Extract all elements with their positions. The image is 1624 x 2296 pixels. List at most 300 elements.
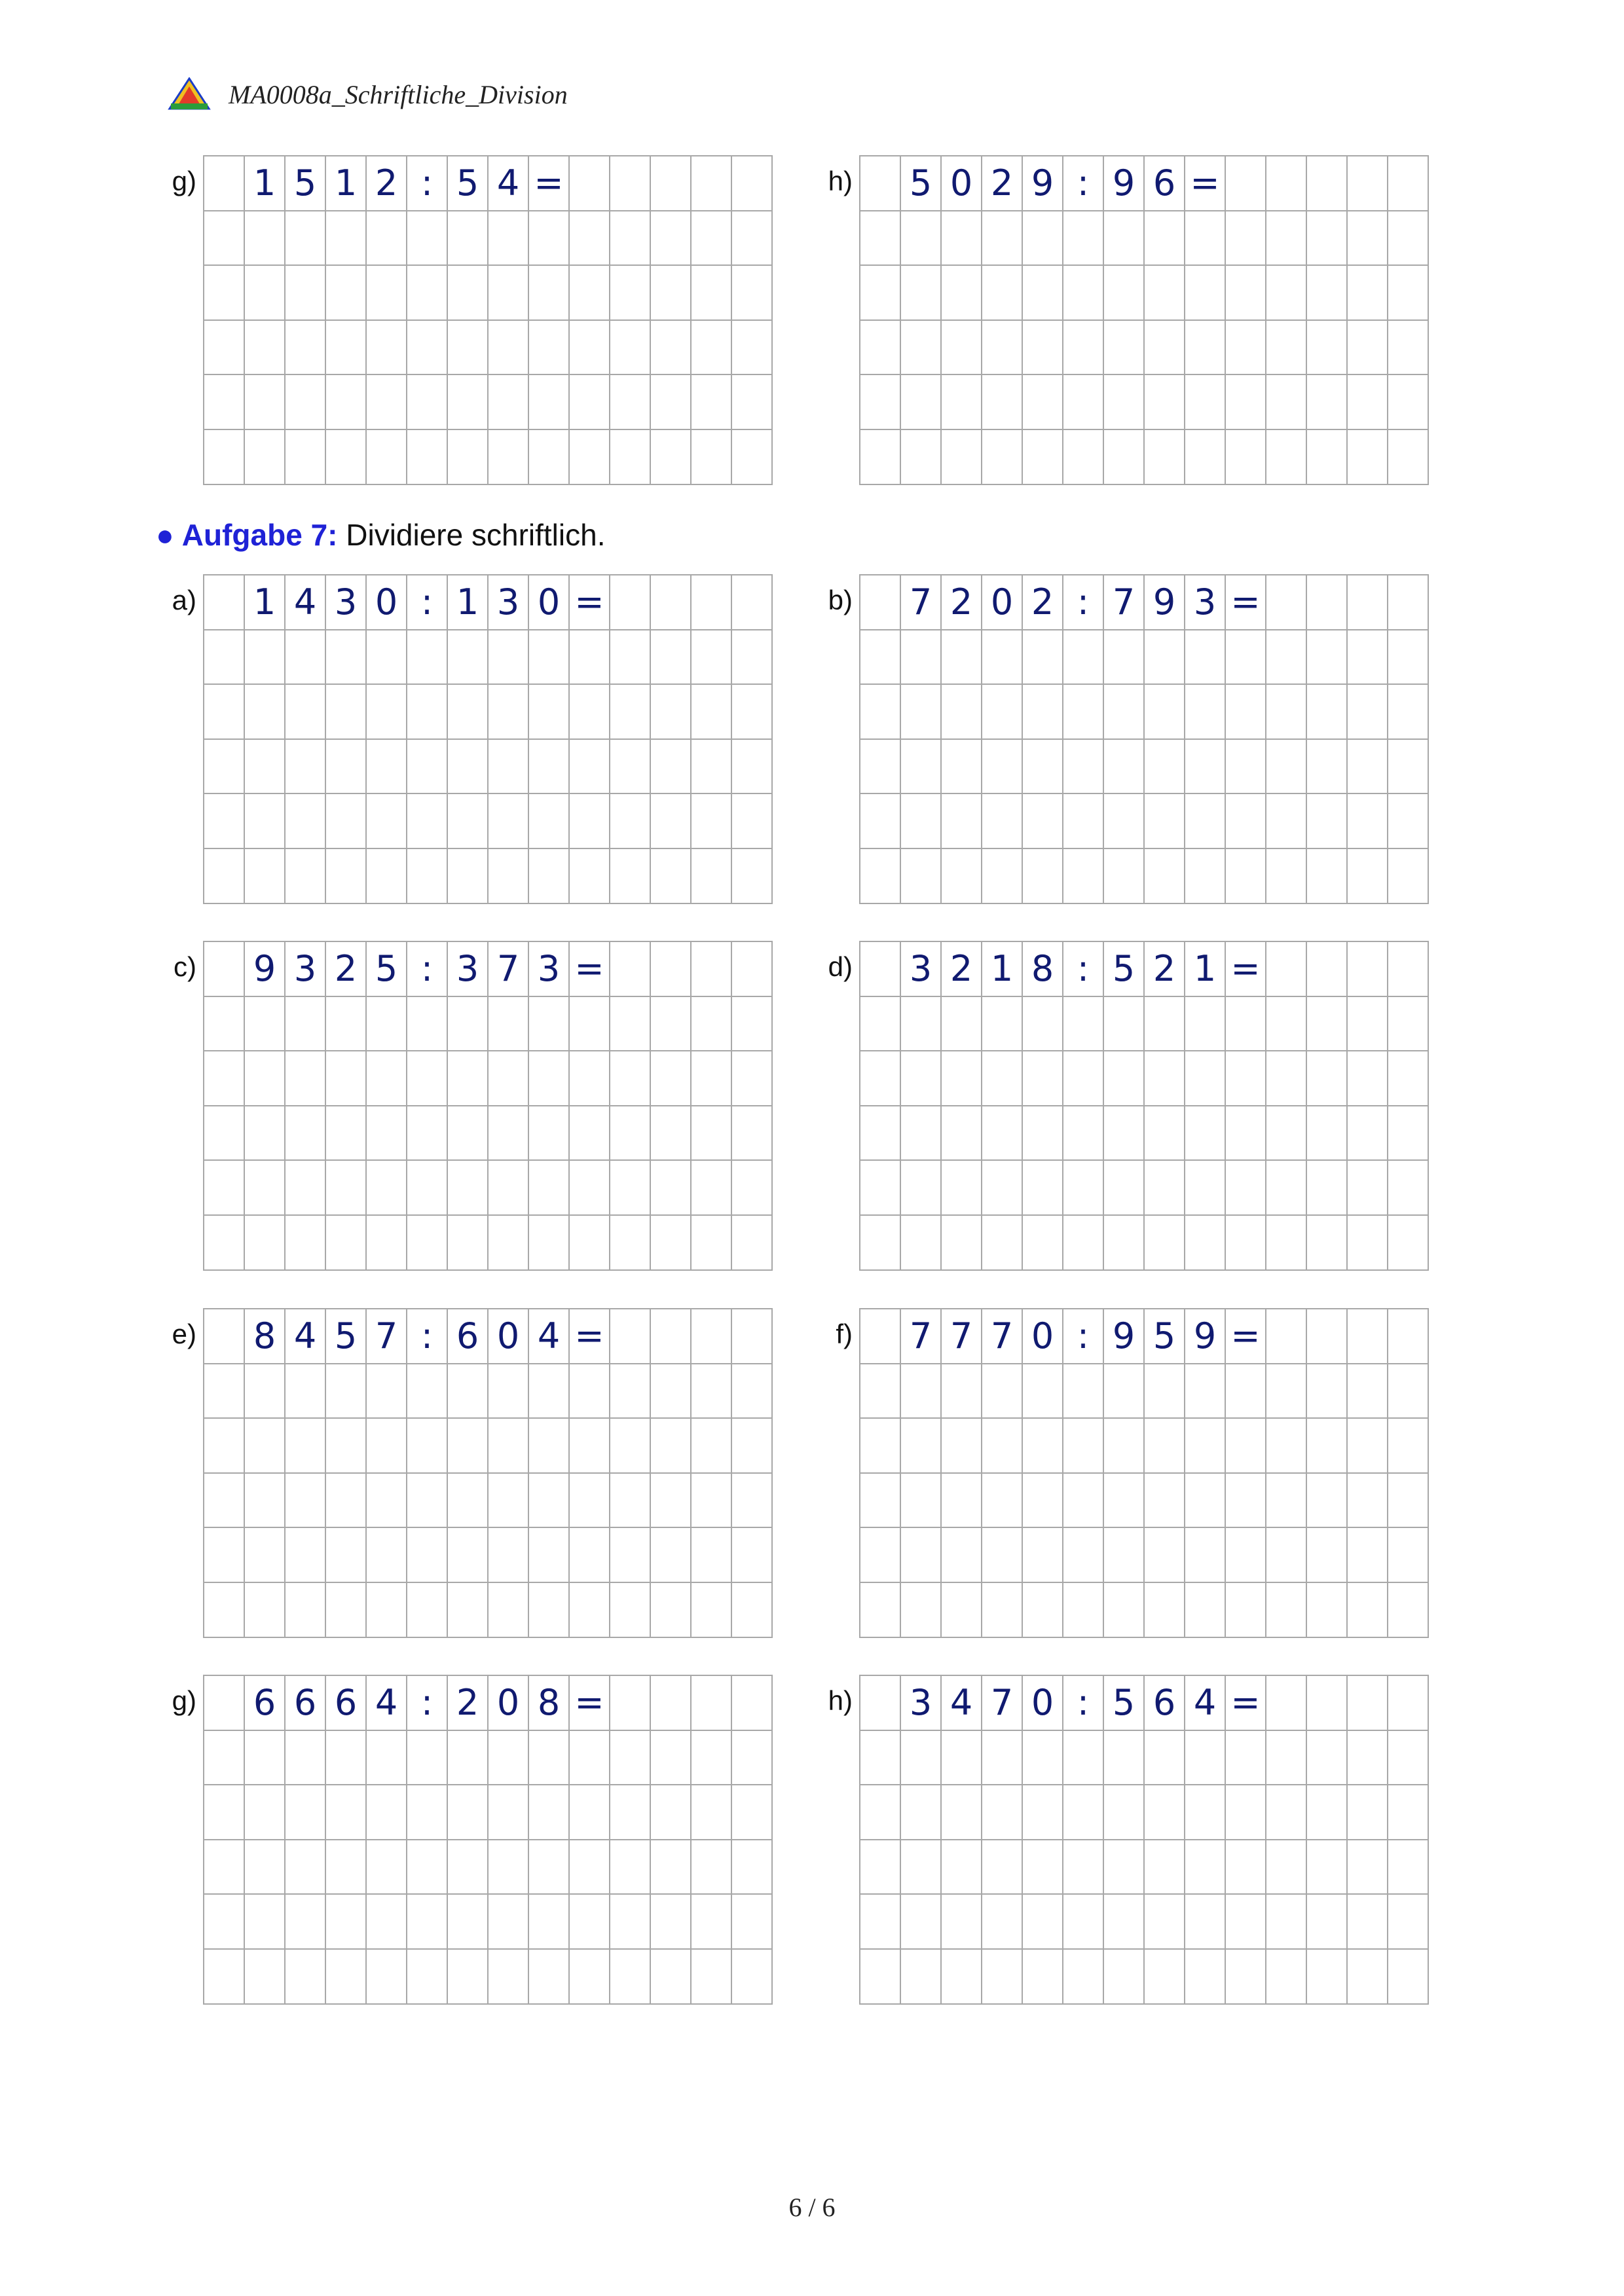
grid-cell[interactable] (1226, 1895, 1266, 1950)
grid-cell[interactable] (1266, 430, 1307, 485)
grid-cell[interactable] (1185, 1161, 1226, 1216)
grid-cell[interactable] (529, 1895, 570, 1950)
grid-cell[interactable] (1266, 1106, 1307, 1161)
grid-cell[interactable] (610, 1216, 651, 1271)
grid-cell[interactable] (1388, 1309, 1429, 1364)
grid-cell[interactable] (982, 1474, 1023, 1529)
problem-char[interactable]: 3 (326, 575, 367, 630)
grid-cell[interactable] (1023, 1785, 1063, 1840)
grid-cell[interactable] (982, 794, 1023, 849)
grid-cell[interactable] (1307, 1364, 1348, 1419)
grid-cell[interactable] (326, 1583, 367, 1638)
grid-cell[interactable] (901, 1731, 942, 1786)
grid-cell[interactable] (692, 1161, 732, 1216)
grid-cell[interactable] (860, 1950, 901, 2005)
grid-cell[interactable] (901, 211, 942, 266)
grid-cell[interactable] (489, 321, 529, 376)
grid-cell[interactable] (1145, 1161, 1185, 1216)
grid-cell[interactable] (901, 1106, 942, 1161)
grid-cell[interactable] (982, 1950, 1023, 2005)
grid-cell[interactable] (204, 1528, 245, 1583)
grid-cell[interactable] (732, 1785, 773, 1840)
grid-cell[interactable] (1145, 266, 1185, 321)
grid-cell[interactable] (570, 1840, 610, 1895)
grid-cell[interactable] (326, 794, 367, 849)
problem-char[interactable]: = (1226, 1676, 1266, 1731)
grid-cell[interactable] (1307, 321, 1348, 376)
grid-cell[interactable] (529, 997, 570, 1052)
grid-cell[interactable] (489, 1216, 529, 1271)
grid-cell[interactable] (1063, 1474, 1104, 1529)
grid-cell[interactable] (901, 630, 942, 685)
grid-cell[interactable] (1104, 321, 1145, 376)
grid-cell[interactable] (1185, 211, 1226, 266)
grid-cell[interactable] (901, 1785, 942, 1840)
grid-cell[interactable] (367, 1895, 407, 1950)
grid-cell[interactable] (1348, 1895, 1388, 1950)
grid-cell[interactable] (860, 321, 901, 376)
grid-cell[interactable] (1226, 1161, 1266, 1216)
grid-cell[interactable] (1388, 430, 1429, 485)
grid-cell[interactable] (326, 997, 367, 1052)
grid-cell[interactable] (1063, 1216, 1104, 1271)
grid-cell[interactable] (570, 1364, 610, 1419)
grid-cell[interactable] (732, 1583, 773, 1638)
grid-cell[interactable] (529, 1474, 570, 1529)
grid-cell[interactable] (1307, 1528, 1348, 1583)
problem-char[interactable]: 2 (448, 1676, 489, 1731)
grid-cell[interactable] (1145, 211, 1185, 266)
grid-cell[interactable] (1307, 1216, 1348, 1271)
grid-cell[interactable] (204, 1840, 245, 1895)
grid-cell[interactable] (942, 685, 982, 740)
grid-cell[interactable] (570, 266, 610, 321)
grid-cell[interactable] (1226, 430, 1266, 485)
grid-cell[interactable] (732, 375, 773, 430)
grid-cell[interactable] (1185, 740, 1226, 795)
grid-cell[interactable] (901, 1364, 942, 1419)
grid-cell[interactable] (982, 685, 1023, 740)
grid-cell[interactable] (407, 1216, 448, 1271)
grid-cell[interactable] (367, 211, 407, 266)
grid-cell[interactable] (448, 375, 489, 430)
grid-cell[interactable] (651, 630, 692, 685)
grid-cell[interactable] (570, 1528, 610, 1583)
grid-cell[interactable] (982, 321, 1023, 376)
grid-cell[interactable] (407, 997, 448, 1052)
grid-cell[interactable] (860, 1106, 901, 1161)
grid-cell[interactable] (692, 740, 732, 795)
grid-cell[interactable] (1307, 740, 1348, 795)
grid-cell[interactable] (1145, 1106, 1185, 1161)
grid-cell[interactable] (407, 1528, 448, 1583)
grid-cell[interactable] (204, 1106, 245, 1161)
grid-cell[interactable] (692, 1364, 732, 1419)
problem-char[interactable]: 9 (1023, 156, 1063, 211)
grid-cell[interactable] (204, 849, 245, 904)
grid-cell[interactable] (732, 1895, 773, 1950)
grid-cell[interactable] (732, 430, 773, 485)
grid-cell[interactable] (860, 156, 901, 211)
grid-cell[interactable] (367, 266, 407, 321)
grid-cell[interactable] (1226, 321, 1266, 376)
grid-cell[interactable] (942, 740, 982, 795)
problem-char[interactable]: 7 (942, 1309, 982, 1364)
problem-char[interactable]: 7 (982, 1676, 1023, 1731)
grid-cell[interactable] (1145, 997, 1185, 1052)
grid-cell[interactable] (860, 266, 901, 321)
grid-cell[interactable] (651, 685, 692, 740)
grid-cell[interactable] (1388, 630, 1429, 685)
grid-cell[interactable] (570, 1583, 610, 1638)
grid-cell[interactable] (610, 430, 651, 485)
grid-cell[interactable] (1185, 1528, 1226, 1583)
grid-cell[interactable] (1348, 1309, 1388, 1364)
grid-cell[interactable] (204, 1785, 245, 1840)
grid-cell[interactable] (407, 849, 448, 904)
division-grid[interactable] (203, 1308, 773, 1638)
grid-cell[interactable] (1023, 1216, 1063, 1271)
grid-cell[interactable] (732, 1840, 773, 1895)
grid-cell[interactable] (286, 1364, 326, 1419)
grid-cell[interactable] (448, 211, 489, 266)
grid-cell[interactable] (489, 266, 529, 321)
grid-cell[interactable] (1388, 1216, 1429, 1271)
grid-cell[interactable] (1348, 1106, 1388, 1161)
grid-cell[interactable] (204, 1309, 245, 1364)
grid-cell[interactable] (286, 740, 326, 795)
grid-cell[interactable] (570, 1161, 610, 1216)
grid-cell[interactable] (1266, 266, 1307, 321)
grid-cell[interactable] (651, 1840, 692, 1895)
grid-cell[interactable] (651, 1731, 692, 1786)
grid-cell[interactable] (1226, 1528, 1266, 1583)
grid-cell[interactable] (204, 1216, 245, 1271)
grid-cell[interactable] (982, 1161, 1023, 1216)
grid-cell[interactable] (1388, 942, 1429, 997)
grid-cell[interactable] (1226, 1731, 1266, 1786)
grid-cell[interactable] (1063, 430, 1104, 485)
problem-char[interactable]: 5 (367, 942, 407, 997)
grid-cell[interactable] (570, 211, 610, 266)
problem-char[interactable]: 1 (982, 942, 1023, 997)
grid-cell[interactable] (1388, 1840, 1429, 1895)
grid-cell[interactable] (1063, 1583, 1104, 1638)
grid-cell[interactable] (982, 1106, 1023, 1161)
grid-cell[interactable] (367, 1583, 407, 1638)
grid-cell[interactable] (1226, 630, 1266, 685)
grid-cell[interactable] (286, 1474, 326, 1529)
grid-cell[interactable] (942, 266, 982, 321)
grid-cell[interactable] (286, 1583, 326, 1638)
problem-char[interactable]: 0 (1023, 1309, 1063, 1364)
grid-cell[interactable] (570, 1051, 610, 1106)
grid-cell[interactable] (1266, 1309, 1307, 1364)
grid-cell[interactable] (1266, 794, 1307, 849)
grid-cell[interactable] (1145, 1950, 1185, 2005)
grid-cell[interactable] (448, 1785, 489, 1840)
problem-char[interactable]: 2 (1023, 575, 1063, 630)
grid-cell[interactable] (1023, 1731, 1063, 1786)
grid-cell[interactable] (570, 321, 610, 376)
problem-char[interactable]: : (1063, 156, 1104, 211)
grid-cell[interactable] (367, 375, 407, 430)
grid-cell[interactable] (651, 430, 692, 485)
grid-cell[interactable] (1023, 211, 1063, 266)
grid-cell[interactable] (610, 849, 651, 904)
grid-cell[interactable] (529, 1950, 570, 2005)
grid-cell[interactable] (529, 1106, 570, 1161)
problem-char[interactable]: = (1226, 575, 1266, 630)
grid-cell[interactable] (1307, 1840, 1348, 1895)
grid-cell[interactable] (692, 1474, 732, 1529)
grid-cell[interactable] (326, 1364, 367, 1419)
grid-cell[interactable] (610, 1895, 651, 1950)
grid-cell[interactable] (326, 430, 367, 485)
grid-cell[interactable] (1226, 1785, 1266, 1840)
grid-cell[interactable] (982, 1840, 1023, 1895)
problem-char[interactable]: 7 (901, 575, 942, 630)
grid-cell[interactable] (1104, 1583, 1145, 1638)
grid-cell[interactable] (860, 1216, 901, 1271)
grid-cell[interactable] (942, 1364, 982, 1419)
grid-cell[interactable] (692, 1528, 732, 1583)
grid-cell[interactable] (732, 997, 773, 1052)
grid-cell[interactable] (367, 1216, 407, 1271)
problem-char[interactable]: : (1063, 1309, 1104, 1364)
grid-cell[interactable] (529, 630, 570, 685)
problem-char[interactable]: = (529, 156, 570, 211)
grid-cell[interactable] (610, 1528, 651, 1583)
grid-cell[interactable] (1266, 1583, 1307, 1638)
grid-cell[interactable] (942, 1474, 982, 1529)
grid-cell[interactable] (286, 375, 326, 430)
grid-cell[interactable] (367, 1106, 407, 1161)
grid-cell[interactable] (1348, 685, 1388, 740)
grid-cell[interactable] (1226, 1106, 1266, 1161)
grid-cell[interactable] (692, 1785, 732, 1840)
grid-cell[interactable] (1023, 794, 1063, 849)
problem-char[interactable]: 1 (245, 156, 286, 211)
grid-cell[interactable] (326, 266, 367, 321)
grid-cell[interactable] (245, 1583, 286, 1638)
grid-cell[interactable] (1185, 1106, 1226, 1161)
grid-cell[interactable] (651, 794, 692, 849)
grid-cell[interactable] (1104, 1528, 1145, 1583)
grid-cell[interactable] (982, 211, 1023, 266)
grid-cell[interactable] (529, 849, 570, 904)
grid-cell[interactable] (489, 1785, 529, 1840)
problem-char[interactable]: 4 (1185, 1676, 1226, 1731)
grid-cell[interactable] (942, 430, 982, 485)
grid-cell[interactable] (1226, 156, 1266, 211)
grid-cell[interactable] (204, 740, 245, 795)
grid-cell[interactable] (1388, 1161, 1429, 1216)
grid-cell[interactable] (489, 211, 529, 266)
grid-cell[interactable] (1266, 375, 1307, 430)
grid-cell[interactable] (1145, 1364, 1185, 1419)
grid-cell[interactable] (1226, 794, 1266, 849)
grid-cell[interactable] (1023, 1051, 1063, 1106)
grid-cell[interactable] (326, 1051, 367, 1106)
grid-cell[interactable] (326, 1840, 367, 1895)
grid-cell[interactable] (489, 1419, 529, 1474)
grid-cell[interactable] (1063, 1106, 1104, 1161)
grid-cell[interactable] (1145, 685, 1185, 740)
grid-cell[interactable] (1388, 1051, 1429, 1106)
grid-cell[interactable] (286, 849, 326, 904)
grid-cell[interactable] (1307, 375, 1348, 430)
grid-cell[interactable] (367, 1528, 407, 1583)
division-grid[interactable] (203, 941, 773, 1271)
grid-cell[interactable] (1063, 1161, 1104, 1216)
grid-cell[interactable] (367, 321, 407, 376)
grid-cell[interactable] (326, 211, 367, 266)
grid-cell[interactable] (1185, 375, 1226, 430)
grid-cell[interactable] (326, 1216, 367, 1271)
grid-cell[interactable] (1307, 1785, 1348, 1840)
grid-cell[interactable] (448, 266, 489, 321)
grid-cell[interactable] (1145, 430, 1185, 485)
problem-char[interactable]: 7 (367, 1309, 407, 1364)
grid-cell[interactable] (570, 794, 610, 849)
grid-cell[interactable] (1145, 1583, 1185, 1638)
grid-cell[interactable] (732, 740, 773, 795)
problem-char[interactable]: 4 (286, 575, 326, 630)
grid-cell[interactable] (570, 1216, 610, 1271)
grid-cell[interactable] (489, 1731, 529, 1786)
grid-cell[interactable] (1104, 1785, 1145, 1840)
grid-cell[interactable] (1388, 1419, 1429, 1474)
grid-cell[interactable] (570, 630, 610, 685)
grid-cell[interactable] (1023, 997, 1063, 1052)
grid-cell[interactable] (860, 1364, 901, 1419)
grid-cell[interactable] (407, 375, 448, 430)
grid-cell[interactable] (286, 1895, 326, 1950)
grid-cell[interactable] (692, 1051, 732, 1106)
problem-char[interactable]: 7 (901, 1309, 942, 1364)
grid-cell[interactable] (204, 1950, 245, 2005)
grid-cell[interactable] (489, 1161, 529, 1216)
problem-char[interactable]: 0 (982, 575, 1023, 630)
grid-cell[interactable] (982, 266, 1023, 321)
problem-char[interactable]: = (570, 575, 610, 630)
problem-char[interactable]: 3 (901, 1676, 942, 1731)
grid-cell[interactable] (901, 1950, 942, 2005)
grid-cell[interactable] (326, 321, 367, 376)
grid-cell[interactable] (1185, 1419, 1226, 1474)
grid-cell[interactable] (286, 1950, 326, 2005)
grid-cell[interactable] (1104, 1216, 1145, 1271)
grid-cell[interactable] (1063, 1364, 1104, 1419)
grid-cell[interactable] (326, 685, 367, 740)
grid-cell[interactable] (529, 1216, 570, 1271)
grid-cell[interactable] (1063, 211, 1104, 266)
grid-cell[interactable] (1388, 1106, 1429, 1161)
grid-cell[interactable] (651, 1216, 692, 1271)
grid-cell[interactable] (1104, 1419, 1145, 1474)
grid-cell[interactable] (732, 1364, 773, 1419)
grid-cell[interactable] (245, 1895, 286, 1950)
grid-cell[interactable] (692, 1950, 732, 2005)
grid-cell[interactable] (204, 321, 245, 376)
grid-cell[interactable] (448, 1474, 489, 1529)
grid-cell[interactable] (245, 1950, 286, 2005)
grid-cell[interactable] (448, 1583, 489, 1638)
grid-cell[interactable] (407, 685, 448, 740)
grid-cell[interactable] (1388, 1583, 1429, 1638)
grid-cell[interactable] (1145, 1474, 1185, 1529)
grid-cell[interactable] (1348, 211, 1388, 266)
grid-cell[interactable] (1348, 794, 1388, 849)
grid-cell[interactable] (529, 321, 570, 376)
problem-char[interactable]: 1 (245, 575, 286, 630)
grid-cell[interactable] (732, 1309, 773, 1364)
grid-cell[interactable] (610, 1731, 651, 1786)
grid-cell[interactable] (367, 1731, 407, 1786)
problem-char[interactable]: 6 (1145, 156, 1185, 211)
grid-cell[interactable] (1063, 1528, 1104, 1583)
grid-cell[interactable] (286, 211, 326, 266)
grid-cell[interactable] (367, 1840, 407, 1895)
problem-char[interactable]: 1 (326, 156, 367, 211)
grid-cell[interactable] (1023, 321, 1063, 376)
grid-cell[interactable] (286, 685, 326, 740)
grid-cell[interactable] (1348, 1528, 1388, 1583)
grid-cell[interactable] (489, 1528, 529, 1583)
grid-cell[interactable] (1104, 630, 1145, 685)
grid-cell[interactable] (407, 1583, 448, 1638)
grid-cell[interactable] (286, 1840, 326, 1895)
division-grid[interactable] (859, 1675, 1429, 2005)
grid-cell[interactable] (942, 794, 982, 849)
problem-char[interactable]: 2 (942, 575, 982, 630)
grid-cell[interactable] (901, 1895, 942, 1950)
problem-char[interactable]: 1 (448, 575, 489, 630)
grid-cell[interactable] (204, 211, 245, 266)
grid-cell[interactable] (860, 997, 901, 1052)
grid-cell[interactable] (1023, 430, 1063, 485)
grid-cell[interactable] (982, 1785, 1023, 1840)
problem-char[interactable]: 4 (286, 1309, 326, 1364)
grid-cell[interactable] (407, 1474, 448, 1529)
grid-cell[interactable] (1266, 1474, 1307, 1529)
grid-cell[interactable] (732, 1676, 773, 1731)
problem-char[interactable]: 5 (326, 1309, 367, 1364)
grid-cell[interactable] (860, 1785, 901, 1840)
grid-cell[interactable] (1307, 1676, 1348, 1731)
grid-cell[interactable] (732, 1161, 773, 1216)
grid-cell[interactable] (1185, 430, 1226, 485)
grid-cell[interactable] (651, 266, 692, 321)
grid-cell[interactable] (1023, 1840, 1063, 1895)
problem-char[interactable]: 9 (1145, 575, 1185, 630)
grid-cell[interactable] (692, 997, 732, 1052)
grid-cell[interactable] (732, 1419, 773, 1474)
grid-cell[interactable] (1063, 997, 1104, 1052)
grid-cell[interactable] (942, 1950, 982, 2005)
problem-char[interactable]: : (1063, 575, 1104, 630)
grid-cell[interactable] (448, 321, 489, 376)
problem-char[interactable]: 3 (529, 942, 570, 997)
division-grid[interactable] (203, 1675, 773, 2005)
grid-cell[interactable] (651, 1950, 692, 2005)
grid-cell[interactable] (1023, 375, 1063, 430)
grid-cell[interactable] (651, 1785, 692, 1840)
division-grid[interactable] (203, 155, 773, 485)
grid-cell[interactable] (570, 1785, 610, 1840)
grid-cell[interactable] (860, 1528, 901, 1583)
